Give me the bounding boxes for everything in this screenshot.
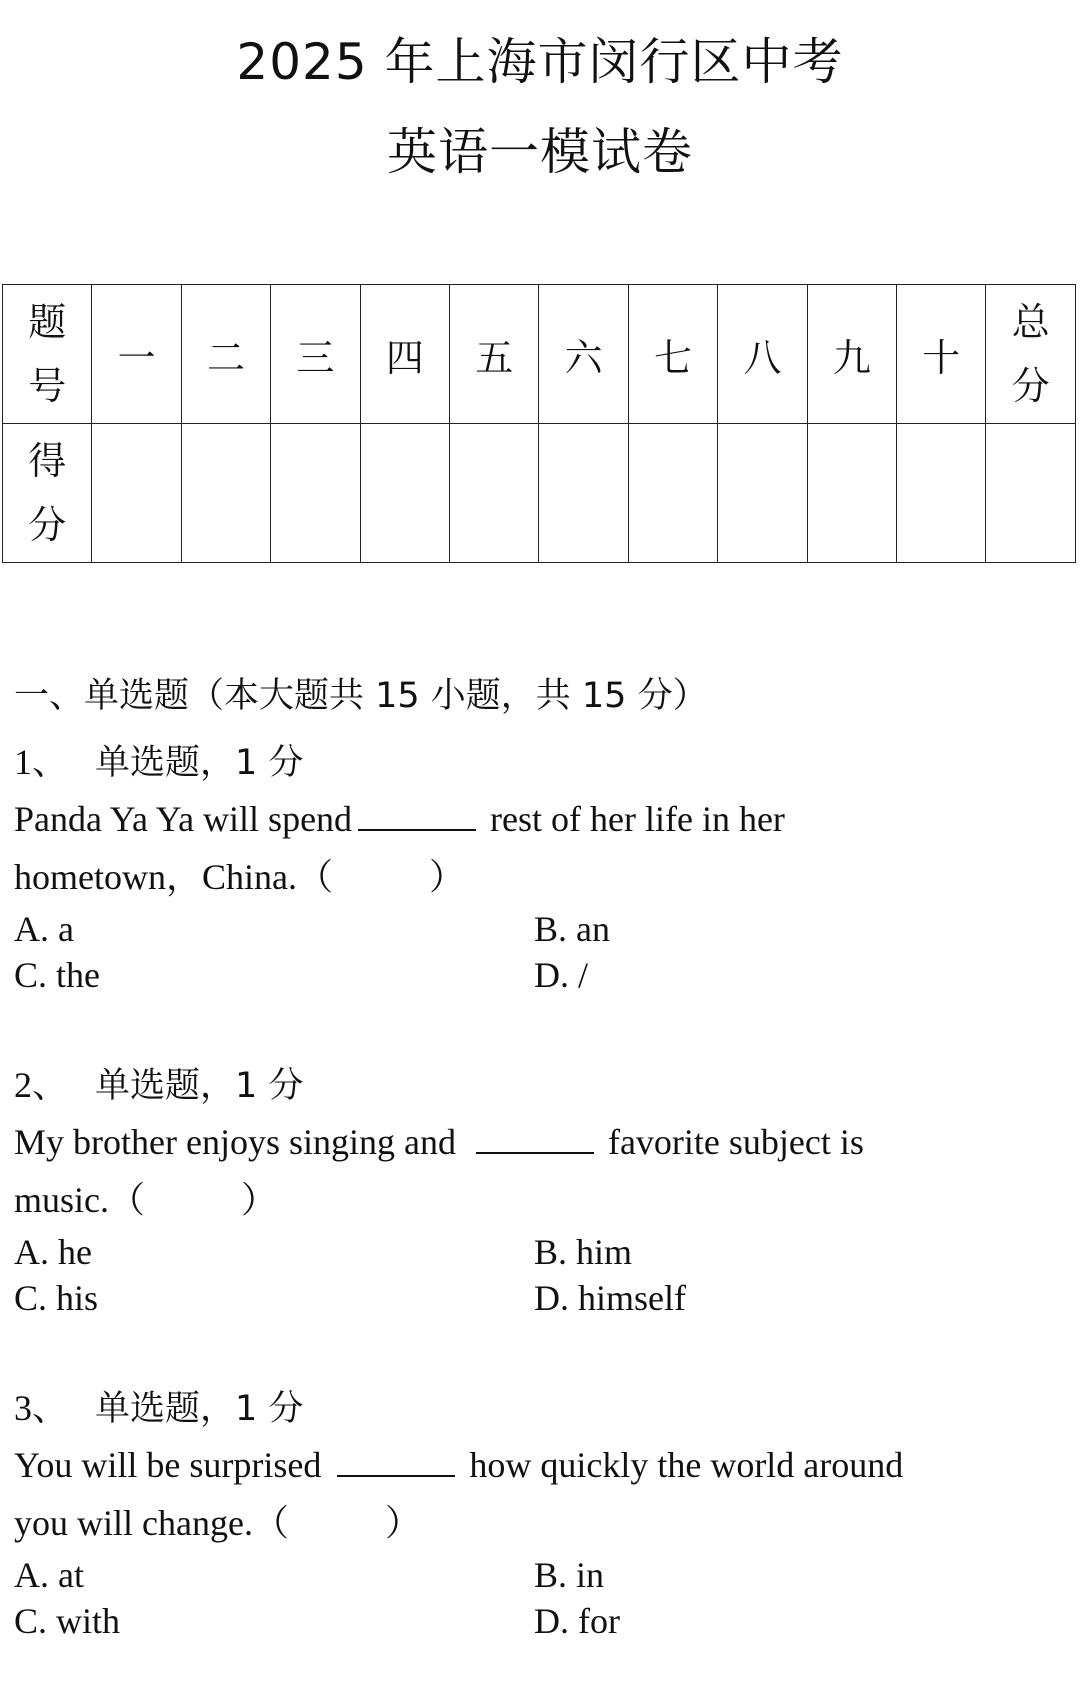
row-label-score: 得 分 [3, 424, 92, 563]
column-header: 一 [92, 285, 181, 424]
row-label-question-number: 题 号 [3, 285, 92, 424]
score-cell [271, 424, 360, 563]
score-cell [92, 424, 181, 563]
section-heading: 一、单选题（本大题共 15 小题，共 15 分） [14, 676, 708, 716]
question-3 [14, 1380, 1054, 1644]
question-number: 1、 [14, 742, 69, 782]
score-table [2, 284, 1076, 563]
answer-blank [358, 799, 476, 831]
question-header [14, 1057, 1054, 1113]
option-d[interactable]: D. himself [534, 1278, 686, 1318]
question-header [14, 734, 1054, 790]
option-d[interactable]: D. / [534, 955, 588, 995]
question-number: 2、 [14, 1065, 69, 1105]
options [14, 1552, 1054, 1644]
score-cell [450, 424, 539, 563]
score-cell [628, 424, 717, 563]
column-header: 十 [897, 285, 986, 424]
question-2 [14, 1057, 1054, 1321]
column-header: 四 [360, 285, 449, 424]
answer-blank [476, 1122, 594, 1154]
column-header: 六 [539, 285, 628, 424]
option-c[interactable]: C. his [14, 1278, 99, 1318]
question-type: 单选题，1 分 [95, 1066, 304, 1106]
column-header: 二 [181, 285, 270, 424]
column-header: 三 [271, 285, 360, 424]
score-cell [807, 424, 896, 563]
option-b[interactable]: B. in [534, 1555, 605, 1595]
exam-title-line1: 2025 年上海市闵行区中考 [236, 33, 844, 91]
option-a[interactable]: A. a [14, 909, 74, 949]
score-cell [539, 424, 628, 563]
option-b[interactable]: B. an [534, 909, 610, 949]
column-header-total: 总 分 [986, 285, 1076, 424]
answer-blank [337, 1445, 455, 1477]
options [14, 906, 1054, 998]
option-b[interactable]: B. him [534, 1232, 633, 1272]
option-a[interactable]: A. he [14, 1232, 92, 1272]
question-number: 3、 [14, 1388, 69, 1428]
score-cell [360, 424, 449, 563]
column-header: 七 [628, 285, 717, 424]
option-d[interactable]: D. for [534, 1601, 620, 1641]
options [14, 1229, 1054, 1321]
question-text: My brother enjoys singing and favorite subject is music.（ ） [14, 1122, 864, 1220]
option-c[interactable]: C. the [14, 955, 100, 995]
option-c[interactable]: C. with [14, 1601, 121, 1641]
column-header: 五 [450, 285, 539, 424]
question-text: You will be surprised how quickly the world around you will change.（ ） [14, 1445, 904, 1543]
score-table-header-row [3, 285, 1076, 424]
column-header: 八 [718, 285, 807, 424]
question-text: Panda Ya Ya will spend rest of her life in her hometown，China.（ ） [14, 799, 785, 897]
score-cell [181, 424, 270, 563]
question-header [14, 1380, 1054, 1436]
score-cell [718, 424, 807, 563]
question-type: 单选题，1 分 [95, 743, 304, 783]
option-a[interactable]: A. at [14, 1555, 84, 1595]
question-type: 单选题，1 分 [95, 1389, 304, 1429]
question-1 [14, 734, 1054, 998]
score-cell [897, 424, 986, 563]
column-header: 九 [807, 285, 896, 424]
exam-title-line2: 英语一模试卷 [387, 123, 693, 181]
score-table-score-row [3, 424, 1076, 563]
score-cell-total [986, 424, 1076, 563]
